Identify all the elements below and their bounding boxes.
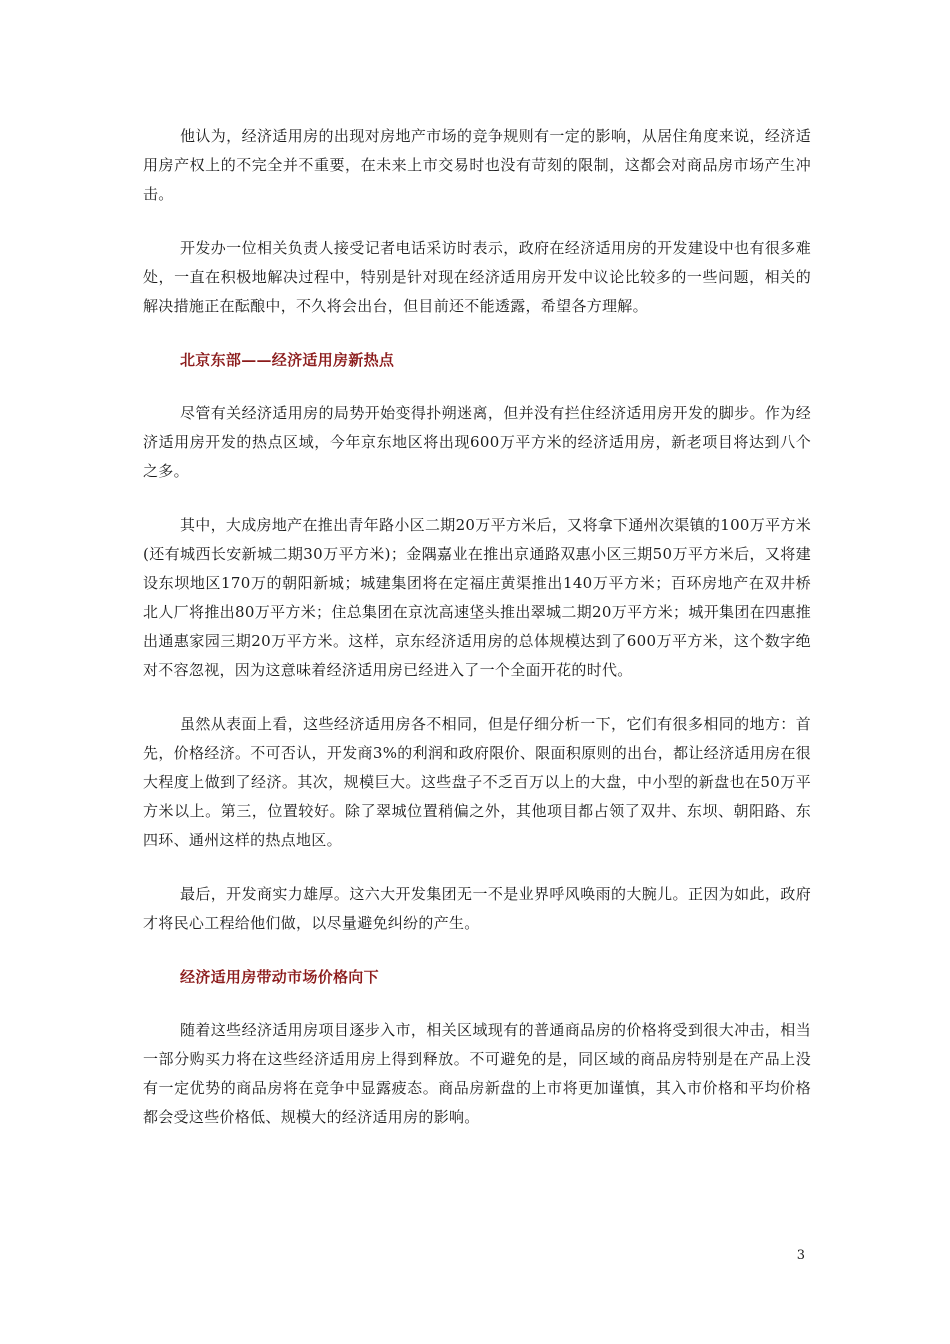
paragraph: 最后，开发商实力雄厚。这六大开发集团无一不是业界呼风唤雨的大腕儿。正因为如此，政府才将民心工程给他们做，以尽量避免纠纷的产生。: [143, 885, 811, 932]
section-heading: 北京东部——经济适用房新热点: [180, 351, 395, 369]
paragraph: 尽管有关经济适用房的局势开始变得扑朔迷离，但并没有拦住经济适用房开发的脚步。作为经济适用房开发的热点区域，今年京东地区将出现600万平方米的经济适用房，新老项目将达到八个之多。: [143, 404, 811, 480]
paragraph: 随着这些经济适用房项目逐步入市，相关区域现有的普通商品房的价格将受到很大冲击，相当一部分购买力将在这些经济适用房上得到释放。不可避免的是，同区域的商品房特别是在产品上没有一定优势的商品房将在竞争中显露疲态。商品房新盘的上市将更加谨慎，其入市价格和平均价格都会受这些价格低、规模大的经济适用房的影响。: [143, 1021, 811, 1126]
paragraph: 他认为，经济适用房的出现对房地产市场的竞争规则有一定的影响，从居住角度来说，经济适用房产权上的不完全并不重要，在未来上市交易时也没有苛刻的限制，这都会对商品房市场产生冲击。: [143, 127, 811, 203]
paragraph: 开发办一位相关负责人接受记者电话采访时表示，政府在经济适用房的开发建设中也有很多难处，一直在积极地解决过程中，特别是针对现在经济适用房开发中议论比较多的一些问题，相关的解决措施正在酝酿中，不久将会出台，但目前还不能透露，希望各方理解。: [143, 239, 811, 315]
document-body: [143, 122, 811, 1157]
section-heading: 经济适用房带动市场价格向下: [180, 968, 379, 986]
paragraph: 虽然从表面上看，这些经济适用房各不相同，但是仔细分析一下，它们有很多相同的地方：首先，价格经济。不可否认，开发商3%的利润和政府限价、限面积原则的出台，都让经济适用房在很大程度上做到了经济。其次，规模巨大。这些盘子不乏百万以上的大盘，中小型的新盘也在50万平方米以上。第三，位置较好。除了翠城位置稍偏之外，其他项目都占领了双井、东坝、朝阳路、东四环、通州这样的热点地区。: [143, 715, 811, 849]
paragraph: 其中，大成房地产在推出青年路小区二期20万平方米后，又将拿下通州次渠镇的100万平方米(还有城西长安新城二期30万平方米)；金隅嘉业在推出京通路双惠小区三期50万平方米后，又将建设东坝地区170万的朝阳新城；城建集团将在定福庄黄渠推出140万平方米；百环房地产在双井桥北人厂将推出80万平方米；住总集团在京沈高速垡头推出翠城二期20万平方米；城开集团在四惠推出通惠家园三期20万平方米。这样，京东经济适用房的总体规模达到了600万平方米，这个数字绝对不容忽视，因为这意味着经济适用房已经进入了一个全面开花的时代。: [143, 516, 811, 679]
page-number: 3: [796, 1248, 805, 1263]
